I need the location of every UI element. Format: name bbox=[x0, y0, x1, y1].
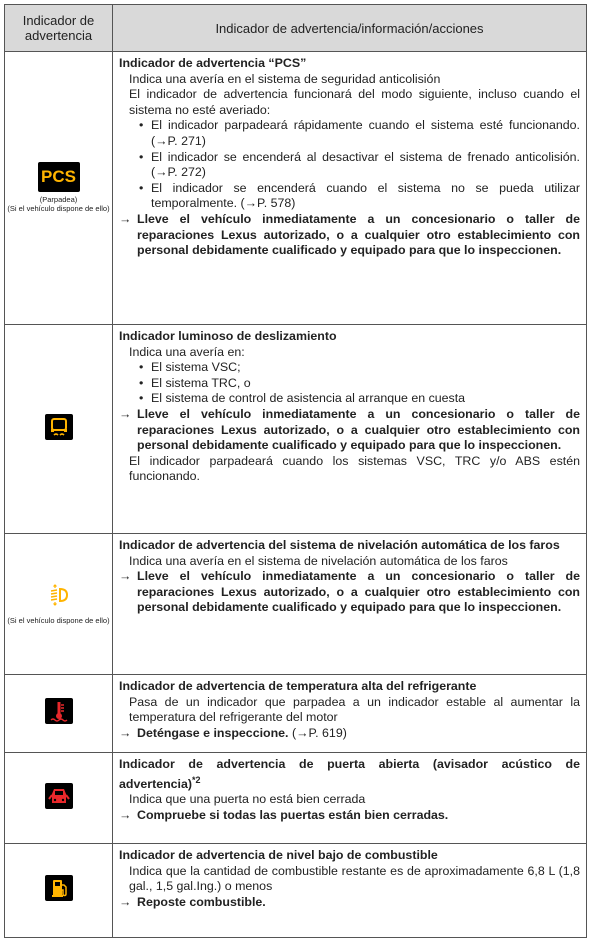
low-fuel-icon bbox=[45, 875, 73, 901]
description-cell bbox=[113, 753, 587, 844]
table-row bbox=[5, 675, 587, 753]
arrow-icon: → bbox=[119, 406, 132, 421]
icon-note: (Si el vehículo dispone de ello) bbox=[7, 616, 110, 626]
bullet-item: • El indicador se encenderá al desactivar el sistema de frenado anticolisión. (→P. 272) bbox=[129, 150, 580, 181]
header-description: Indicador de advertencia/información/acciones bbox=[113, 5, 587, 52]
coolant-temperature-icon bbox=[45, 698, 73, 724]
action-text: → Reposte combustible. bbox=[119, 894, 266, 909]
action-text: → Lleve el vehículo inmediatamente a un concesionario o taller de reparaciones Lexus autorizado, o a cualquier otro establecimiento con personal debidamente cualificado y equipado para que lo inspeccionen. bbox=[119, 569, 580, 615]
description-text: El indicador de advertencia funcionará del modo siguiente, incluso cuando el sistema no esté averiado: bbox=[129, 87, 580, 117]
icon-cell bbox=[5, 534, 113, 675]
table-row bbox=[5, 844, 587, 938]
description-text: Pasa de un indicador que parpadea a un indicador estable al aumentar la temperatura del refrigerante del motor bbox=[129, 694, 580, 725]
bullet-item: • El sistema de control de asistencia al arranque en cuesta bbox=[129, 391, 580, 407]
arrow-icon: → bbox=[119, 211, 132, 226]
icon-cell bbox=[5, 325, 113, 534]
slip-indicator-icon bbox=[45, 414, 73, 440]
bullet-item: • El indicador parpadeará rápidamente cuando el sistema esté funcionando. (→P. 271) bbox=[129, 118, 580, 149]
headlight-leveling-icon bbox=[45, 582, 73, 608]
action-text: → Lleve el vehículo inmediatamente a un concesionario o taller de reparaciones Lexus autorizado, o a cualquier otro establecimiento con personal debidamente cualificado y equipado para que lo inspeccionen. bbox=[119, 406, 580, 453]
icon-cell bbox=[5, 675, 113, 753]
indicator-title: Indicador de advertencia del sistema de nivelación automática de los faros bbox=[119, 538, 560, 552]
description-text: El indicador parpadeará cuando los sistemas VSC, TRC y/o ABS estén funcionando. bbox=[129, 453, 580, 484]
page-reference: (→P. 619) bbox=[291, 725, 347, 740]
header-warning-indicator: Indicador de advertencia bbox=[5, 5, 113, 52]
table-row bbox=[5, 52, 587, 325]
pcs-warning-icon: PCS bbox=[38, 162, 80, 192]
icon-cell bbox=[5, 52, 113, 325]
action-text: → Compruebe si todas las puertas están bien cerradas. bbox=[119, 807, 449, 822]
icon-cell bbox=[5, 844, 113, 938]
action-text: → Lleve el vehículo inmediatamente a un concesionario o taller de reparaciones Lexus autorizado, o a cualquier otro establecimiento con personal debidamente cualificado y equipado para que lo inspeccionen. bbox=[119, 211, 580, 258]
arrow-icon: → bbox=[119, 807, 132, 822]
door-open-icon bbox=[45, 783, 73, 809]
description-text: Indica una avería en el sistema de nivelación automática de los faros bbox=[129, 553, 508, 568]
bullet-item: • El indicador se encenderá cuando el sistema no se pueda utilizar temporalmente. (→P. 578) bbox=[129, 181, 580, 212]
indicator-title: Indicador de advertencia de nivel bajo de combustible bbox=[119, 848, 438, 862]
footnote-marker: *2 bbox=[192, 774, 201, 785]
warning-indicator-table bbox=[4, 4, 587, 938]
arrow-icon: → bbox=[119, 894, 132, 909]
description-text: Indica una avería en el sistema de seguridad anticolisión bbox=[129, 71, 441, 86]
description-cell bbox=[113, 52, 587, 325]
description-cell bbox=[113, 325, 587, 534]
arrow-icon: → bbox=[119, 725, 132, 740]
icon-note: (Parpadea) (Si el vehículo dispone de ello) bbox=[7, 195, 110, 213]
description-cell bbox=[113, 534, 587, 675]
table-row bbox=[5, 534, 587, 675]
table-row bbox=[5, 325, 587, 534]
action-text: → Deténgase e inspeccione. (→P. 619) bbox=[119, 725, 347, 740]
bullet-item: • El sistema VSC; bbox=[129, 360, 580, 376]
table-row bbox=[5, 753, 587, 844]
arrow-icon: → bbox=[119, 569, 132, 584]
description-text: Indica que una puerta no está bien cerrada bbox=[129, 792, 366, 807]
table-header-row bbox=[5, 5, 587, 52]
description-cell bbox=[113, 675, 587, 753]
description-cell bbox=[113, 844, 587, 938]
indicator-title: Indicador de advertencia de puerta abierta (avisador acústico de advertencia)$^{*2}$ bbox=[119, 757, 580, 791]
description-text: Indica una avería en: bbox=[129, 344, 245, 359]
indicator-title: Indicador luminoso de deslizamiento bbox=[119, 329, 337, 343]
bullet-item: • El sistema TRC, o bbox=[129, 376, 580, 392]
description-text: Indica que la cantidad de combustible restante es de aproximadamente 6,8 L (1,8 gal., 1,5 gal.Ing.) o menos bbox=[129, 863, 580, 894]
indicator-title: Indicador de advertencia “PCS” bbox=[119, 56, 307, 70]
indicator-title: Indicador de advertencia de temperatura alta del refrigerante bbox=[119, 679, 477, 693]
icon-cell bbox=[5, 753, 113, 844]
